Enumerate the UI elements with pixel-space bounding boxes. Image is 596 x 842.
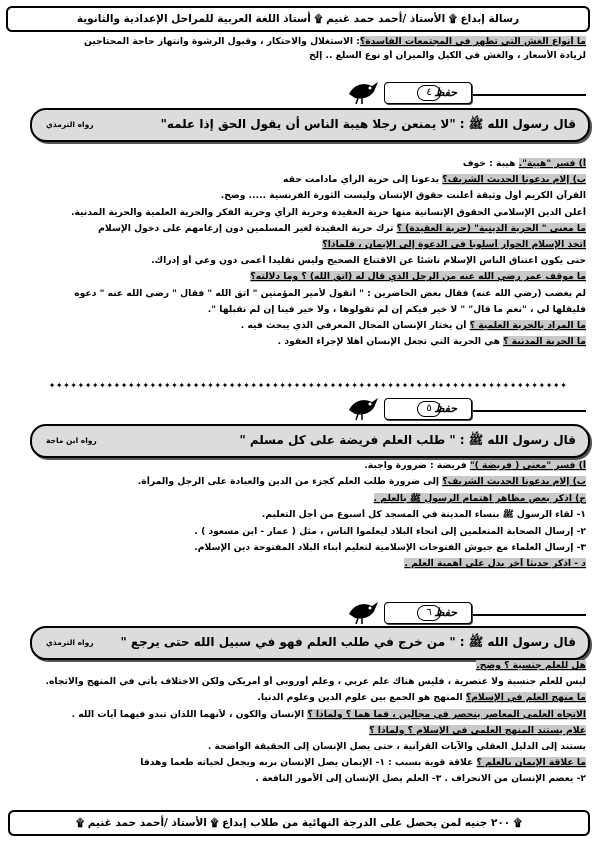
qa-line [8, 223, 586, 235]
question-text: هل للعلم جنسية ؟ وضح. [476, 660, 586, 671]
hifz-label: حفظ [434, 86, 457, 99]
bird-icon [346, 76, 380, 106]
question-text: أ) فسر "معنى ( فريضة )" [469, 460, 586, 471]
hadith-source: رواه الترمذي [46, 120, 94, 129]
question-text: أ) فسر "هيبة". [518, 158, 586, 169]
answer-text: ٣- إرسال العلماء مع جيوش الفتوحات الإسلامية لتعليم أبناء البلاد المفتوحة دين الإسلام. [194, 542, 586, 553]
question-text: ما منهج العلم في الإسلام؟ [465, 692, 586, 704]
qa-line [8, 336, 586, 348]
hadith-source: رواه ابن ماجة [46, 436, 97, 445]
qa-line [8, 255, 586, 267]
qa-line [8, 239, 586, 251]
hadith-text: قال رسول الله ﷺ : " من خرج في طلب العلم فهو في سبيل الله حتى يرجع " [120, 635, 576, 649]
qa-line [8, 542, 586, 554]
hadith-number: ٦ [417, 605, 441, 621]
qa-line [8, 493, 586, 505]
qa-line [8, 757, 586, 769]
answer-text: القرآن الكريم أول وثيقة أعلنت حقوق الإنسان وليست الثورة الفرنسية ..... وضح. [220, 190, 586, 202]
hadith-box-6 [30, 626, 590, 660]
qa-line [8, 460, 586, 472]
answer-text: ترك حرية العقيدة لغير المسلمين دون إرغامهم على دخول الإسلام [98, 222, 397, 234]
answer-text: ٢- إرسال الصحابة المتعلمين إلى أنحاء البلاد ليعلموا الناس ، مثل ( عمار - ابن مسعود ) . [194, 525, 586, 537]
question-text: د - اذكر حديثا آخر يدل على أهمية العلم . [404, 558, 586, 570]
answer-text: الإنسان والكون ، لأنهما اللذان تبدو فيهما آيات الله . [71, 708, 308, 720]
qa-line [8, 709, 586, 721]
tag-rule [470, 614, 586, 616]
hadith-box-4 [30, 108, 590, 142]
qa-line [8, 725, 586, 737]
answer-text: المنهج هو الجمع بين علوم الدين وعلوم الدنيا. [257, 692, 466, 704]
qa-line [8, 741, 586, 753]
question-text: ب) إلام يدعونا الحديث الشريف؟ [442, 476, 586, 488]
tag-rule [470, 410, 586, 412]
qa-line [8, 773, 586, 785]
qa-line [8, 509, 586, 521]
hadith-text: قال رسول الله ﷺ : " طلب العلم فريضة على كل مسلم " [239, 433, 576, 447]
header-text: رسالة إبداع ۩ الأستاذ /أحمد حمد غنيم ۩ أستاذ اللغة العربية للمراحل الإعدادية والثانوية [76, 12, 520, 25]
answer-text: ١- لقاء الرسول ﷺ بنساء المدينة في المسجد كل أسبوع من أجل التعليم. [261, 509, 586, 521]
hadith-number: ٤ [417, 85, 441, 101]
intro-question-line [8, 36, 586, 48]
hadith-source: رواه الترمذي [46, 638, 94, 647]
answer-text: هي الحرية التي تجعل الإنسان أهلا لإجراء العقود . [277, 336, 504, 348]
qa-line [8, 692, 586, 704]
question-text: اتخذ الإسلام الحوار أسلوبا في الدعوة إلى الإيمان ، فلماذا؟ [322, 239, 586, 250]
answer-text: حتى يكون اعتناق الناس الإسلام ناشئا عن الاقتناع الصحيح وليس تقليدا أعمى دون وعي أو إدراك. [151, 255, 586, 267]
hifz-tag-5 [384, 398, 472, 420]
answer-text: يدعونا إلى حرية الرأي مادامت حقه [283, 174, 443, 186]
intro-answer-2: لزيادة الأسعار ، والغش في الكيل والميزان أو نوع السلع .. إلخ [309, 50, 586, 61]
answer-text: فريضة : ضرورة واجبة. [364, 460, 470, 471]
qa-line [8, 207, 586, 219]
question-text: ما علاقة الإيمان بالعلم ؟ [476, 757, 586, 769]
page-header [6, 6, 590, 32]
hifz-tag-6 [384, 602, 472, 624]
qa-line [8, 320, 586, 332]
hifz-tag-4 [384, 82, 472, 104]
answer-text: فليقلها لي ، "نعم ما قال" " لا خير فيكم إن لم تقولوها ، ولا خير فينا إن لم نقبلها ". [207, 303, 586, 315]
answer-text: إلى ضرورة طلب العلم كجزء من الدين والعبادة على الرجل والمرأة. [137, 476, 443, 488]
question-text: علام يستند المنهج العلمي في الإسلام ؟ ولماذا ؟ [369, 724, 586, 736]
question-text: ما موقف عمر رضي الله عنه من الرجل الذي قال له (اتق الله) ؟ وما دلالته؟ [250, 271, 586, 283]
qa-line [8, 526, 586, 538]
intro-question: ما أنواع الغش التي تظهر في المجتمعات الفاسدة؟ [359, 36, 586, 47]
bird-icon [346, 392, 380, 422]
qa-line [8, 660, 586, 672]
bird-icon [346, 596, 380, 626]
question-text: ما معنى " الحرية الدينية" (حرية العقيدة) ؟ [396, 222, 586, 234]
intro-answer-1: : الاستغلال والاحتكار ، وقبول الرشوة وانتهاز حاجة المحتاجين [83, 36, 360, 47]
answer-text: أن يختار الإنسان المجال المعرفي الذي يبحث فيه . [240, 320, 470, 331]
qa-line [8, 676, 586, 688]
question-text: الاتجاه العلمي المعاصر ينحصر في مجالين ، فما هما ؟ ولماذا ؟ [307, 708, 586, 720]
qa-line [8, 558, 586, 570]
qa-line [8, 271, 586, 283]
page-footer [8, 810, 590, 836]
hadith-number: ٥ [417, 401, 441, 417]
answer-text: يستند إلى الدليل العقلي والآيات القرآنية ، حتى يصل الإنسان إلى الحقيقة الواضحة . [207, 741, 586, 752]
intro-answer-line-2 [8, 50, 586, 62]
tag-rule [470, 94, 586, 96]
hadith-text: قال رسول الله ﷺ : "لا يمنعن رجلا هيبة الناس أن يقول الحق إذا علمه" [160, 117, 576, 131]
qa-line [8, 174, 586, 186]
answer-text: ليس للعلم جنسية ولا عنصرية ، فليس هناك علم عربي ، وعلم أوروبي أو أمريكي ولكن الاختلاف يأتي في المنهج والاتجاه. [45, 676, 586, 688]
question-text: ما المراد بالحرية العلمية ؟ [469, 320, 586, 331]
answer-text: هيبة : خوف [462, 158, 519, 169]
answer-text: أعلن الدين الإسلامي الحقوق الإنسانية منها حرية العقيدة وحرية الرأي وحرية الفكر والحرية العلمية والحرية المدنية. [70, 206, 586, 218]
answer-text: ٢- يعصم الإنسان من الانحراف . ٣- العلم يصل الإنسان إلى الأمور النافعة . [255, 773, 586, 785]
hifz-label: حفظ [434, 402, 457, 415]
answer-text: لم يغضب (رضي الله عنه) فقال بعض الحاضرين : " أتقول لأمير المؤمنين " اتق الله " فقال " رضي الله عنه " دعوه [74, 287, 586, 299]
qa-line [8, 288, 586, 300]
answer-text: علاقة قوية بسبب : ١- الإيمان يصل الإنسان بربه ويجعل لحياته طعما وهدفا [140, 757, 477, 769]
qa-line [8, 304, 586, 316]
qa-line [8, 158, 586, 170]
question-text: ما الحرية المدنية ؟ [503, 336, 586, 348]
question-text: ب) إلام يدعونا الحديث الشريف؟ [442, 174, 586, 186]
question-text: ج) اذكر بعض مظاهر اهتمام الرسول ﷺ بالعلم . [373, 492, 586, 504]
section-divider: ✦✦✦✦✦✦✦✦✦✦✦✦✦✦✦✦✦✦✦✦✦✦✦✦✦✦✦✦✦✦✦✦✦✦✦✦✦✦✦✦✦✦✦✦✦✦✦✦✦✦✦✦✦✦✦✦✦✦✦✦✦✦✦✦✦✦✦✦✦✦✦✦ [48, 381, 568, 390]
footer-text: ۩ ۲۰۰ جنيه لمن يحصل على الدرجة النهائية من طلاب إبداع ۩ الأستاذ /أحمد حمد غنيم ۩ [76, 816, 522, 829]
qa-line [8, 190, 586, 202]
hifz-label: حفظ [434, 606, 457, 619]
qa-line [8, 476, 586, 488]
hadith-box-5 [30, 424, 590, 458]
